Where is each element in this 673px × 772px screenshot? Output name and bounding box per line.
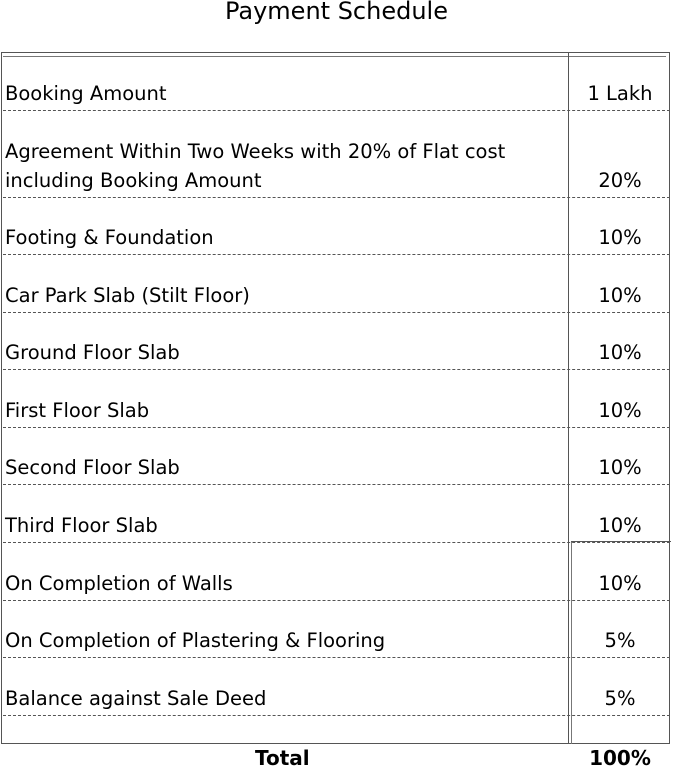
row-amount: 20%: [598, 169, 642, 192]
row-amount: 5%: [604, 629, 636, 652]
row-description: Ground Floor Slab: [5, 341, 180, 364]
row-amount: 10%: [598, 341, 642, 364]
row-description: Car Park Slab (Stilt Floor): [5, 284, 250, 307]
row-amount: 5%: [604, 687, 636, 710]
row-amount: 10%: [598, 572, 642, 595]
row-description: Booking Amount: [5, 82, 167, 105]
table-row: [3, 313, 670, 370]
table-row: [3, 255, 670, 313]
row-description: On Completion of Plastering & Flooring: [5, 629, 386, 652]
table-row: [3, 198, 670, 255]
row-amount: 10%: [598, 514, 642, 537]
row-description: including Booking Amount: [5, 169, 262, 192]
table-row: [3, 370, 670, 428]
page-title: Payment Schedule: [225, 0, 448, 25]
row-description: On Completion of Walls: [5, 572, 233, 595]
row-amount: 10%: [598, 456, 642, 479]
table-row: [3, 543, 670, 601]
row-description: Third Floor Slab: [5, 514, 158, 537]
row-amount: 10%: [598, 226, 642, 249]
table-row: [3, 56, 670, 111]
table-row: [3, 658, 670, 716]
table-row: [3, 428, 670, 485]
row-description: Agreement Within Two Weeks with 20% of Flat cost: [5, 140, 506, 163]
total-value: 100%: [589, 746, 651, 770]
row-amount: 10%: [598, 399, 642, 422]
row-description: Second Floor Slab: [5, 456, 180, 479]
row-description: First Floor Slab: [5, 399, 150, 422]
row-amount: 1 Lakh: [587, 82, 653, 105]
total-label: Total: [255, 746, 310, 770]
row-amount: 10%: [598, 284, 642, 307]
row-description: Balance against Sale Deed: [5, 687, 267, 710]
table-row: [3, 485, 670, 543]
table-row: [3, 111, 670, 198]
row-description: Footing & Foundation: [5, 226, 214, 249]
table-row: [3, 601, 670, 658]
